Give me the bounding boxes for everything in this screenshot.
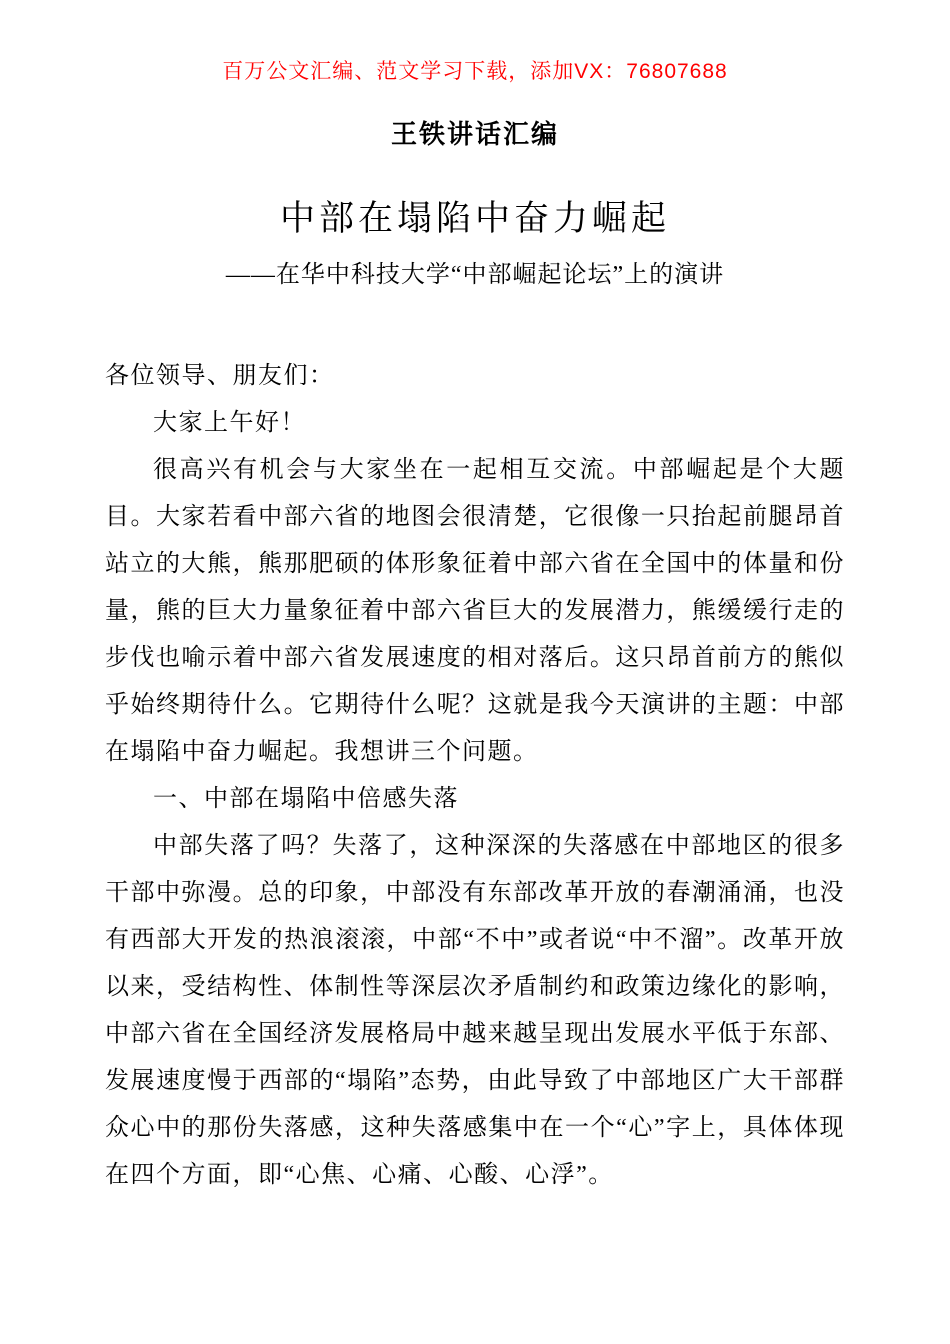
document-subtitle: ——在华中科技大学“中部崛起论坛”上的演讲 <box>225 262 725 289</box>
collection-title: 王铁讲话汇编 <box>390 119 559 149</box>
paragraph-intro: 很高兴有机会与大家坐在一起相互交流。中部崛起是个大题目。大家若看中部六省的地图会很清楚，它很像一只抬起前腿昂首站立的大熊，熊那肥硕的体形象征着中部六省在全国中的体量和份量，熊的巨大力量象征着中部六省巨大的发展潜力，熊缓缓行走的步伐也喻示着中部六省发展速度的相对落后。这只昂首前方的熊似乎始终期待什么。它期待什么呢？这就是我今天演讲的主题：中部在塌陷中奋力崛起。我想讲三个问题。 <box>105 457 845 766</box>
paragraph-salutation: 各位领导、朋友们： <box>105 363 335 390</box>
document-title: 中部在塌陷中奋力崛起 <box>279 199 670 238</box>
section-heading-one: 一、中部在塌陷中倍感失落 <box>153 786 459 813</box>
document-body <box>105 353 845 1199</box>
paragraph-section-one-body: 中部失落了吗？失落了，这种深深的失落感在中部地区的很多干部中弥漫。总的印象，中部没有东部改革开放的春潮涌涌，也没有西部大开发的热浪滚滚，中部“不中”或者说“中不溜”。改革开放以来，受结构性、体制性等深层次矛盾制约和政策边缘化的影响，中部六省在全国经济发展格局中越来越呈现出发展水平低于东部、发展速度慢于西部的“塌陷”态势，由此导致了中部地区广大干部群众心中的那份失落感，这种失落感集中在一个“心”字上，具体体现在四个方面，即“心焦、心痛、心酸、心浮”。 <box>105 833 845 1189</box>
watermark-header: 百万公文汇编、范文学习下载，添加VX：76807688 <box>222 60 728 83</box>
paragraph-greeting: 大家上午好！ <box>153 410 306 437</box>
